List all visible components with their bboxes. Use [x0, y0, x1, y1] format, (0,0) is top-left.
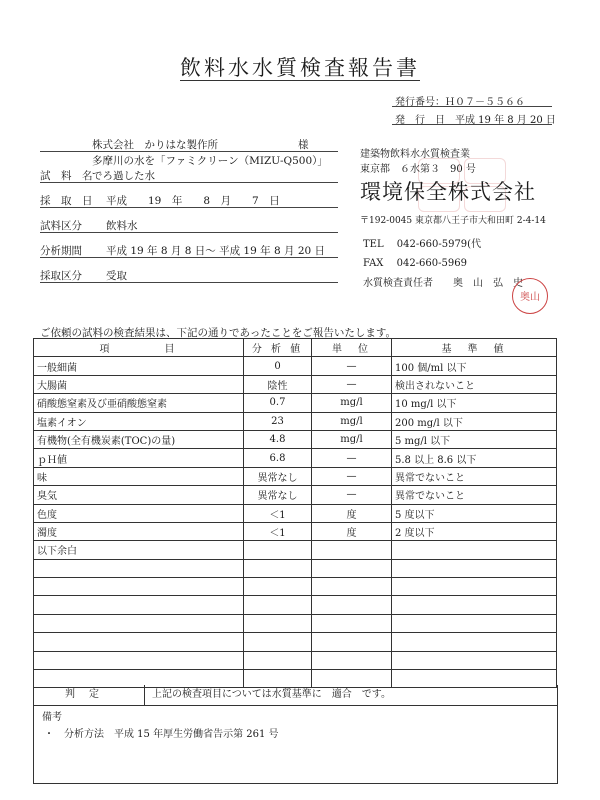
cell-value	[244, 541, 312, 559]
cell-item	[34, 651, 244, 669]
collection-type-value: 受取	[106, 270, 127, 282]
report-title: 飲料水水質検査報告書	[180, 56, 420, 80]
sampling-date-underline	[40, 207, 338, 208]
cell-value	[244, 633, 312, 651]
cell-value	[244, 559, 312, 577]
table-row	[34, 559, 557, 577]
table-row	[34, 614, 557, 632]
lab-manager: 水質検査責任者 奥 山 弘 史	[363, 278, 523, 289]
cell-value: 23	[244, 412, 312, 430]
cell-value	[244, 614, 312, 632]
cell-standard: 5.8 以上 8.6 以下	[392, 449, 557, 467]
client-name: 株式会社 かりはな製作所	[92, 139, 218, 151]
cell-standard	[392, 633, 557, 651]
sampling-date-value: 平成 19 年 8 月 7 日	[106, 195, 280, 207]
cell-value: ＜1	[244, 504, 312, 522]
manager-seal-text: 奥山	[520, 292, 540, 303]
cell-unit	[312, 614, 392, 632]
lab-fax: FAX 042-660-5969	[363, 258, 467, 269]
remarks-text: ・ 分析方法 平成 15 年厚生労働省告示第 261 号	[44, 729, 279, 740]
remarks-box	[33, 705, 558, 784]
cell-standard: 2 度以下	[392, 522, 557, 540]
cell-item: 一般細菌	[34, 357, 244, 375]
cell-standard: 検出されないこと	[392, 375, 557, 393]
header-unit: 単 位	[312, 339, 392, 357]
analysis-period-underline	[40, 257, 338, 258]
cell-item	[34, 559, 244, 577]
client-honorific: 様	[298, 139, 309, 151]
cell-value	[244, 596, 312, 614]
sampling-date-label: 採 取 日	[40, 195, 93, 207]
remarks-label: 備考	[42, 712, 62, 723]
cell-unit: mg/l	[312, 412, 392, 430]
cell-item: 色度	[34, 504, 244, 522]
cell-item: 臭気	[34, 486, 244, 504]
header-item: 項 目	[34, 339, 244, 357]
judgement-row	[33, 685, 558, 706]
header-value: 分 析 値	[244, 339, 312, 357]
cell-item: 有機物(全有機炭素(TOC)の量)	[34, 430, 244, 448]
sample-name-label: 試 料 名	[40, 170, 93, 182]
table-row	[34, 430, 557, 448]
cell-unit: mg/l	[312, 394, 392, 412]
cell-unit: —	[312, 486, 392, 504]
collection-type-underline	[40, 282, 338, 283]
judgement-text: 上記の検査項目については水質基準に 適合 です。	[152, 689, 391, 700]
cell-value: 陰性	[244, 375, 312, 393]
cell-item: 以下余白	[34, 541, 244, 559]
sample-category-underline	[40, 232, 338, 233]
cell-unit	[312, 559, 392, 577]
cell-value: 異常なし	[244, 486, 312, 504]
header-standard: 基 準 値	[392, 339, 557, 357]
table-row	[34, 394, 557, 412]
cell-unit: —	[312, 357, 392, 375]
cell-value	[244, 578, 312, 596]
cell-unit: —	[312, 375, 392, 393]
cell-unit: mg/l	[312, 430, 392, 448]
table-row	[34, 412, 557, 430]
sample-name-line2: でろ過した水	[92, 170, 155, 182]
cell-standard	[392, 541, 557, 559]
lab-tel: TEL 042-660-5979(代	[363, 239, 482, 250]
table-row	[34, 651, 557, 669]
cell-value: 0	[244, 357, 312, 375]
table-row	[34, 522, 557, 540]
cell-unit	[312, 541, 392, 559]
client-underline	[40, 151, 338, 152]
analysis-period-label: 分析期間	[40, 245, 82, 257]
title-underline	[180, 80, 420, 81]
sample-category-label: 試料区分	[40, 220, 82, 232]
sample-name-line1: 多摩川の水を「ファミクリーン（MIZU-Q500）」	[92, 155, 328, 167]
sample-name-underline	[40, 182, 338, 183]
table-row	[34, 375, 557, 393]
cell-value	[244, 651, 312, 669]
table-row	[34, 578, 557, 596]
issue-number: 発行番号：Ｈ０７－５５６６	[395, 97, 525, 108]
cell-value: 6.8	[244, 449, 312, 467]
lab-address: 〒192-0045 東京都八王子市大和田町 2-4-14	[360, 216, 546, 226]
lab-registration-line1: 建築物飲料水水質検査業	[360, 149, 470, 160]
cell-item	[34, 633, 244, 651]
collection-type-label: 採取区分	[40, 270, 82, 282]
table-row	[34, 467, 557, 485]
cell-item	[34, 596, 244, 614]
issue-number-underline	[392, 106, 552, 107]
cell-unit: 度	[312, 504, 392, 522]
cell-standard: 5 度以下	[392, 504, 557, 522]
manager-seal	[512, 278, 548, 314]
cell-unit: —	[312, 449, 392, 467]
cell-value: 4.8	[244, 430, 312, 448]
table-row	[34, 633, 557, 651]
cell-unit	[312, 596, 392, 614]
cell-item: 濁度	[34, 522, 244, 540]
cell-value: ＜1	[244, 522, 312, 540]
report-intro: ご依頼の試料の検査結果は、下記の通りであったことをご報告いたします。	[40, 327, 397, 339]
table-header-row	[34, 339, 557, 357]
cell-standard: 100 個/ml 以下	[392, 357, 557, 375]
lab-company-name: 環境保全株式会社	[360, 180, 536, 204]
cell-item: 硝酸態窒素及び亜硝酸態窒素	[34, 394, 244, 412]
issue-date: 発 行 日 平成 19 年 8 月 20 日	[395, 115, 556, 126]
cell-item	[34, 578, 244, 596]
cell-item: 味	[34, 467, 244, 485]
cell-standard: 200 mg/l 以下	[392, 412, 557, 430]
cell-unit: 度	[312, 522, 392, 540]
cell-standard	[392, 578, 557, 596]
cell-standard	[392, 559, 557, 577]
cell-value: 0.7	[244, 394, 312, 412]
cell-item: 大腸菌	[34, 375, 244, 393]
table-row	[34, 596, 557, 614]
cell-standard: 異常でないこと	[392, 486, 557, 504]
cell-item: ｐＨ値	[34, 449, 244, 467]
cell-standard: 異常でないこと	[392, 467, 557, 485]
cell-item: 塩素イオン	[34, 412, 244, 430]
table-row	[34, 486, 557, 504]
cell-standard: 10 mg/l 以下	[392, 394, 557, 412]
results-table	[33, 338, 557, 688]
cell-standard	[392, 614, 557, 632]
table-row	[34, 357, 557, 375]
cell-item	[34, 614, 244, 632]
cell-unit: —	[312, 467, 392, 485]
analysis-period-value: 平成 19 年 8 月 8 日～ 平成 19 年 8 月 20 日	[106, 245, 326, 257]
cell-standard: 5 mg/l 以下	[392, 430, 557, 448]
cell-standard	[392, 651, 557, 669]
cell-unit	[312, 651, 392, 669]
table-row	[34, 449, 557, 467]
lab-registration-line2: 東京都 ６水第３ 90 号	[360, 164, 476, 175]
cell-unit	[312, 578, 392, 596]
table-row	[34, 504, 557, 522]
cell-standard	[392, 596, 557, 614]
sample-category-value: 飲料水	[106, 220, 138, 232]
judgement-label: 判定	[34, 685, 145, 705]
table-row	[34, 541, 557, 559]
cell-unit	[312, 633, 392, 651]
issue-date-underline	[392, 124, 552, 125]
cell-value: 異常なし	[244, 467, 312, 485]
